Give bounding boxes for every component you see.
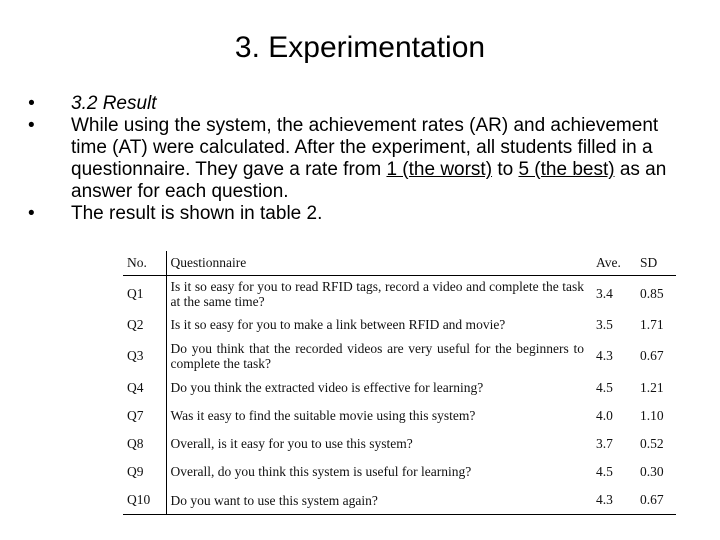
- results-table-container: [123, 251, 676, 515]
- row-sd: 0.52: [640, 435, 664, 451]
- row-no: Q8: [123, 430, 166, 457]
- table-row: [123, 457, 676, 486]
- bullet-text: While using the system, the achievement rates (AR) and achievement time (AT) were calculated. After the experiment, all students filled in a questionnaire. They gave a rate from: [71, 115, 659, 180]
- table-row: [123, 311, 676, 338]
- row-question: Overall, is it easy for you to use this system?: [170, 436, 413, 451]
- header-ave: Ave.: [592, 251, 636, 276]
- row-question: Was it easy to find the suitable movie using this system?: [170, 408, 476, 423]
- row-sd: 0.67: [640, 348, 664, 363]
- row-ave: 4.5: [596, 379, 613, 395]
- row-no: Q1: [123, 276, 166, 312]
- row-question: Do you want to use this system again?: [166, 486, 592, 515]
- header-no: No.: [123, 251, 166, 276]
- rate-worst: 1 (the worst): [386, 159, 493, 180]
- bullet-item-table-ref: [28, 203, 688, 225]
- row-no: Q7: [123, 401, 166, 430]
- table-row: [123, 430, 676, 457]
- row-no: Q10: [123, 486, 166, 515]
- header-sd: SD: [636, 251, 676, 276]
- row-sd: 1.10: [640, 407, 664, 423]
- results-table: [123, 251, 676, 515]
- row-question: Is it so easy for you to read RFID tags, record a video and complete the task at the same time?: [170, 278, 584, 309]
- row-ave: 3.5: [596, 316, 613, 332]
- row-ave: 3.4: [596, 285, 613, 301]
- row-ave: 4.3: [596, 348, 613, 363]
- table-row: [123, 401, 676, 430]
- table-row: [123, 338, 676, 374]
- row-no: Q3: [123, 338, 166, 374]
- row-sd: 0.85: [640, 285, 664, 301]
- row-no: Q4: [123, 374, 166, 401]
- table-row: [123, 486, 676, 515]
- row-ave: 4.3: [592, 486, 636, 515]
- bullet-item-description: [28, 115, 688, 203]
- bullet-text: The result is shown in table 2.: [71, 203, 323, 224]
- row-question: Do you think that the recorded videos are very useful for the beginners to complete the task?: [170, 341, 584, 371]
- row-sd: 1.71: [640, 316, 664, 332]
- bullet-item-result: [28, 93, 688, 115]
- row-sd: 0.30: [640, 463, 664, 479]
- header-questionnaire: Questionnaire: [166, 251, 592, 276]
- row-sd: 1.21: [640, 379, 664, 395]
- row-question: Do you think the extracted video is effective for learning?: [170, 380, 484, 395]
- row-no: Q9: [123, 457, 166, 486]
- bullet-list: [28, 93, 688, 225]
- table-header-row: [123, 251, 676, 276]
- row-ave: 4.5: [596, 463, 613, 479]
- bullet-text: as an answer for each question.: [71, 159, 667, 202]
- row-question: Overall, do you think this system is useful for learning?: [170, 464, 472, 479]
- row-no: Q2: [123, 311, 166, 338]
- row-ave: 3.7: [596, 435, 613, 451]
- bullet-text: to: [492, 159, 519, 180]
- bullet-text: 3.2 Result: [71, 93, 157, 114]
- slide-title: 3. Experimentation: [234, 31, 486, 64]
- rate-best: 5 (the best): [518, 159, 615, 180]
- table-row: [123, 276, 676, 312]
- table-row: [123, 374, 676, 401]
- row-question: Is it so easy for you to make a link between RFID and movie?: [170, 317, 506, 332]
- row-sd: 0.67: [636, 486, 676, 515]
- row-ave: 4.0: [596, 407, 613, 423]
